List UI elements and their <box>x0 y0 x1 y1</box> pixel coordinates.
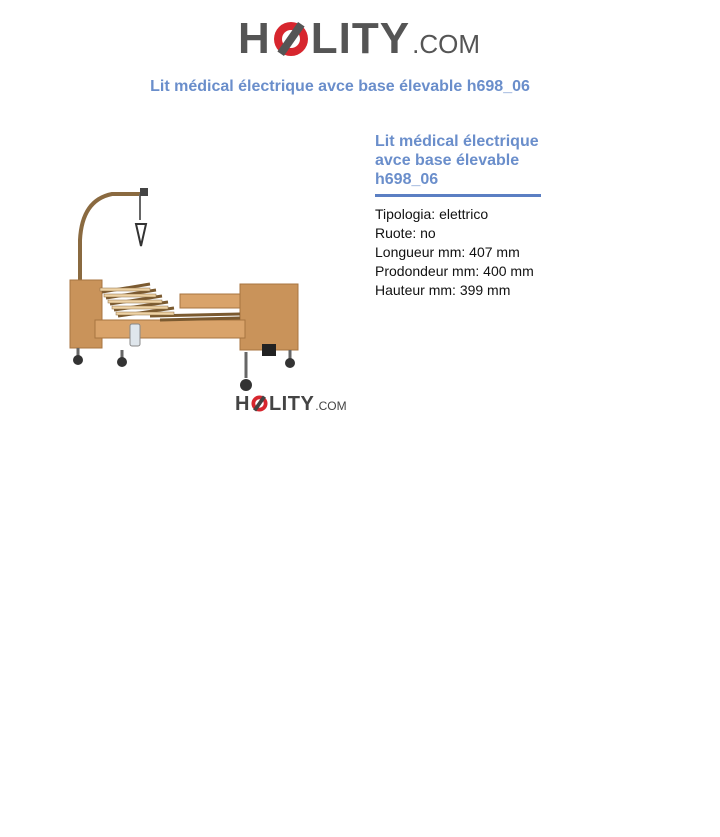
logo-text-end: LITY <box>310 14 411 63</box>
spec-hauteur: Hauteur mm: 399 mm <box>375 282 511 298</box>
watermark-suffix: .COM <box>315 399 347 413</box>
logo-o-icon <box>273 21 309 57</box>
spec-tipologia: Tipologia: elettrico <box>375 206 489 222</box>
watermark-text-start: H <box>235 393 250 415</box>
product-title: Lit médical électrique avce base élevable h698_06 <box>375 133 539 188</box>
page-title: Lit médical électrique avce base élevable h698_06 <box>150 78 530 95</box>
product-image[interactable] <box>0 180 360 420</box>
spec-profondeur: Prodondeur mm: 400 mm <box>375 263 534 279</box>
image-watermark-logo <box>235 392 347 418</box>
spec-label: Tipologia <box>375 206 432 222</box>
spec-value: 400 mm <box>483 263 534 279</box>
spec-value: elettrico <box>439 206 489 222</box>
spec-longueur: Longueur mm: 407 mm <box>375 244 520 260</box>
spec-label: Longueur mm <box>375 244 462 260</box>
logo-text-start: H <box>238 14 271 63</box>
spec-label: Ruote <box>375 225 413 241</box>
watermark-text-end: LITY <box>268 393 315 415</box>
watermark-o-icon <box>251 395 268 412</box>
product-specs <box>375 205 534 300</box>
title-divider <box>375 194 541 197</box>
logo-suffix: .COM <box>412 29 480 59</box>
spec-label: Hauteur mm <box>375 282 453 298</box>
spec-value: 407 mm <box>469 244 520 260</box>
spec-value: 399 mm <box>459 282 511 298</box>
spec-value: no <box>420 225 436 241</box>
spec-ruote: Ruote: no <box>375 225 436 241</box>
spec-label: Prodondeur mm <box>375 263 476 279</box>
site-logo[interactable] <box>238 14 480 64</box>
